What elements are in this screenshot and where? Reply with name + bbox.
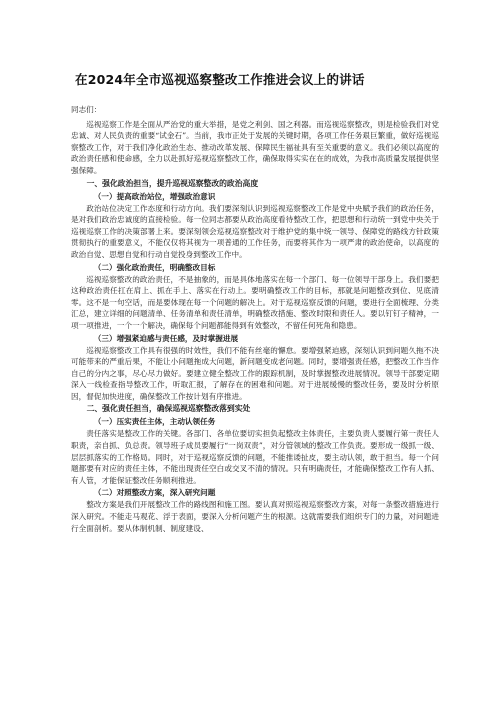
subsection-heading-1-3: （三）增强紧迫感与责任感，及时掌握进展 (93, 333, 239, 343)
paragraph-2-2: 整改方案是我们开展整改工作的路线图和施工图。要认真对照巡视巡察整改方案，对每一条整改措施进行深入研究。不能走马观花、浮于表面，要深入分析问题产生的根源。这就需要我们组织专门的力量，对问题进行全面剖析。要从体制机制、制度建设、 (71, 500, 439, 533)
intro-paragraph: 巡视巡察工作是全面从严治党的重大举措，是党之利剑、国之利器。而巡视巡察整改，则是检验我们对党忠诚、对人民负责的重要“试金石”。当前，我市正处于发展的关键时期，各项工作任务艰巨繁重，做好巡视巡察整改工作，对于我们净化政治生态、推动改革发展、保障民生福祉具有至关重要的意义。我们必须以高度的政治责任感和使命感，全力以赴抓好巡视巡察整改工作，确保取得实实在在的成效，为我市高质量发展提供坚强保障。 (71, 119, 439, 175)
subsection-heading-2-2: （二）对照整改方案，深入研究问题 (93, 488, 216, 498)
page-title: 在2024年全市巡视巡察整改工作推进会议上的讲话 (75, 72, 365, 87)
paragraph-2-1: 责任落实是整改工作的关键。各部门、各单位要切实担负起整改主体责任，主要负责人要履行第一责任人职责，亲自抓、负总责。领导班子成员要履行“一岗双责”，对分管领域的整改工作负责。要形成一级抓一级、层层抓落实的工作格局。同时，对于巡视巡察反馈的问题，不能推诿扯皮，要主动认领，敢于担当。每一个问题都要有对应的责任主体，不能出现责任空白或交叉不清的情况。只有明确责任，才能确保整改工作有人抓、有人管，才能保证整改任务顺利推进。 (71, 429, 439, 485)
paragraph-1-1: 政治站位决定工作态度和行动方向。我们要深刻认识到巡视巡察整改工作是党中央赋予我们的政治任务，是对我们政治忠诚度的直接检验。每一位同志都要从政治高度看待整改工作，把思想和行动统一到党中央关于巡视巡察工作的决策部署上来。要深刻领会巡视巡察整改对于维护党的集中统一领导、保障党的路线方针政策贯彻执行的重要意义，不能仅仅将其视为一项普通的工作任务，而要将其作为一项严肃的政治使命，以高度的政治自觉、思想自觉和行动自觉投身到整改工作中。 (71, 203, 439, 259)
greeting: 同志们： (71, 105, 102, 114)
subsection-heading-1-2: （二）强化政治责任，明确整改目标 (93, 262, 216, 272)
paragraph-1-3: 巡视巡察整改工作具有很强的时效性，我们不能有丝毫的懈怠。要增强紧迫感，深刻认识到问题久拖不决可能带来的严重后果，不能让小问题拖成大问题，新问题变成老问题。同时，要增强责任感，把整改工作当作自己的分内之事，尽心尽力做好。要建立健全整改工作的跟踪机制，及时掌握整改进展情况。领导干部要定期深入一线检查指导整改工作，听取汇报，了解存在的困难和问题。对于进展缓慢的整改任务，要及时分析原因，督促加快进度，确保整改工作按计划有序推进。 (71, 345, 439, 401)
section-heading-1: 一、强化政治担当，提升巡视巡察整改的政治高度 (86, 178, 259, 188)
paragraph-1-2: 巡视巡察整改的政治责任，不是抽象的，而是具体地落实在每一个部门、每一位领导干部身上。我们要把这种政治责任扛在肩上、抓在手上、落实在行动上。要明确整改工作的目标，那就是问题整改到位、见底清零。这不是一句空话，而是要体现在每一个问题的解决上。对于巡视巡察反馈的问题，要进行全面梳理、分类汇总，建立详细的问题清单、任务清单和责任清单，明确整改措施、整改时限和责任人。要以钉钉子精神，一项一项推进，一个一个解决，确保每个问题都能得到有效整改，不留任何死角和隐患。 (71, 274, 439, 330)
subsection-heading-1-1: （一）提高政治站位，增强政治意识 (93, 191, 216, 201)
subsection-heading-2-1: （一）压实责任主体，主动认领任务 (93, 417, 216, 427)
section-heading-2: 二、强化责任担当，确保巡视巡察整改落到实处 (86, 404, 251, 414)
